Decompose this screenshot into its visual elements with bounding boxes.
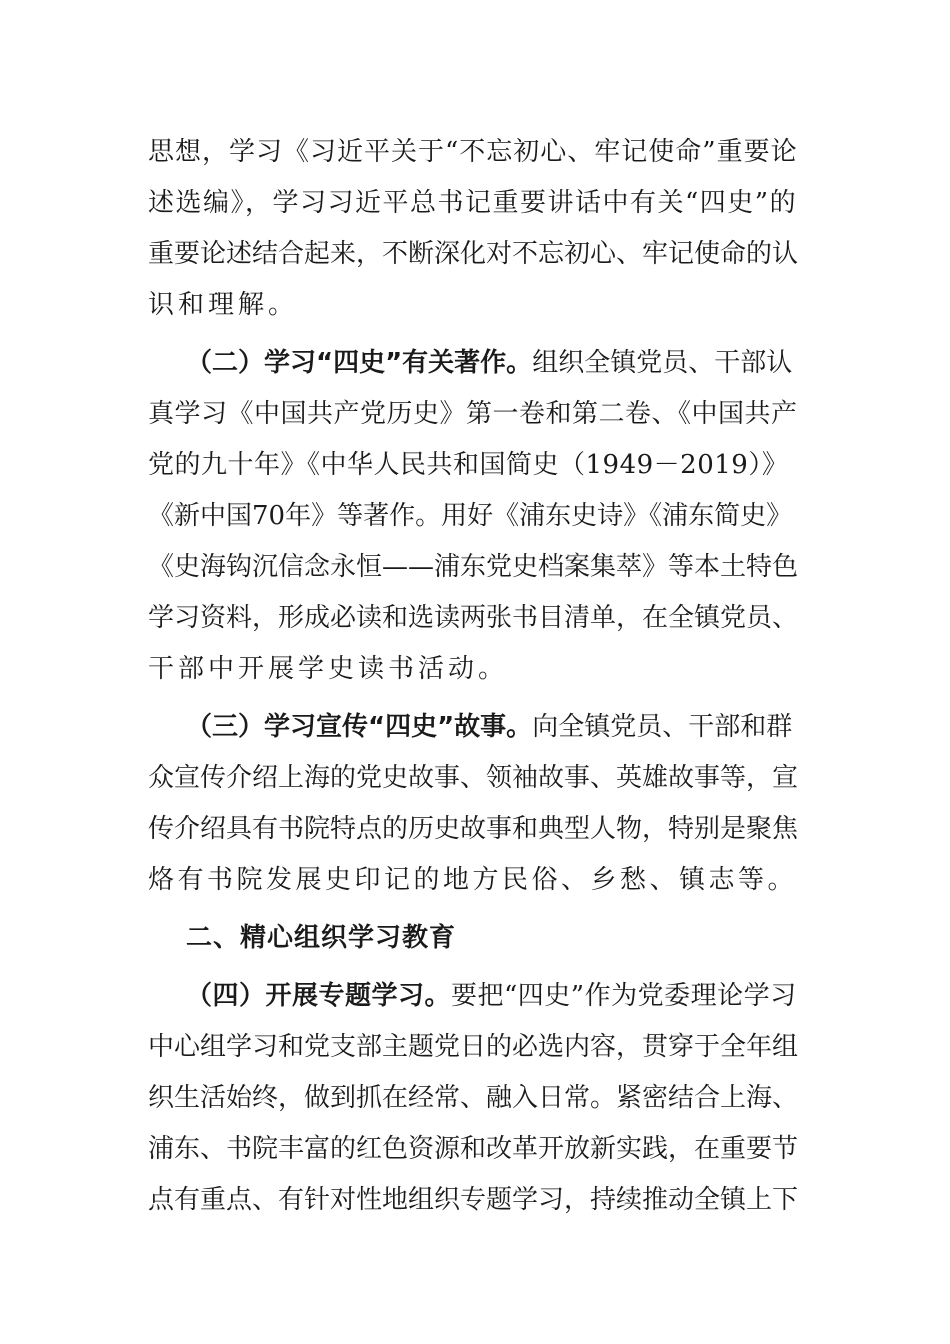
text-line: 传介绍具有书院特点的历史故事和典型人物，特别是聚焦 <box>148 814 799 844</box>
text-line: 众宣传介绍上海的党史故事、领袖故事、英雄故事等，宣 <box>148 763 799 793</box>
text-line: 学习资料，形成必读和选读两张书目清单，在全镇党员、 <box>148 603 799 633</box>
text-segment: 组织全镇党员、干部认 <box>532 348 793 378</box>
text-line: 烙有书院发展史印记的地方民俗、乡愁、镇志等。 <box>148 865 798 895</box>
text-line: 重要论述结合起来，不断深化对不忘初心、牢记使命的认 <box>148 239 799 269</box>
text-line: 真学习《中国共产党历史》第一卷和第二卷、《中国共产 <box>148 399 798 429</box>
text-line: 浦东、书院丰富的红色资源和改革开放新实践，在重要节 <box>148 1134 799 1164</box>
section-lead: （三）学习宣传“四史”故事。 <box>186 712 533 742</box>
text-line: 中心组学习和党支部主题党日的必选内容，贯穿于全年组 <box>148 1032 799 1062</box>
section-heading: 二、精心组织学习教育 <box>186 923 457 953</box>
text-line: 党的九十年》《中华人民共和国简史（1949－2019）》 <box>148 450 789 480</box>
text-line: 干部中开展学史读书活动。 <box>148 654 509 684</box>
paragraph-first-line <box>186 707 792 747</box>
paragraph-first-line <box>186 976 797 1016</box>
text-segment: 要把“四史”作为党委理论学习 <box>451 981 797 1011</box>
text-line: 思想，学习《习近平关于“不忘初心、牢记使命”重要论 <box>148 137 798 167</box>
text-line: 《新中国70年》等著作。用好《浦东史诗》《浦东简史》 <box>148 501 793 531</box>
text-line: 述选编》，学习习近平总书记重要讲话中有关“四史”的 <box>148 188 798 218</box>
paragraph-first-line <box>186 343 792 383</box>
text-line: 织生活始终，做到抓在经常、融入日常。紧密结合上海、 <box>148 1083 799 1113</box>
section-lead: （二）学习“四史”有关著作。 <box>186 348 533 378</box>
text-line: 识和理解。 <box>148 290 299 320</box>
text-line: 点有重点、有针对性地组织专题学习，持续推动全镇上下 <box>148 1185 799 1215</box>
section-lead: （四）开展专题学习。 <box>186 981 452 1011</box>
text-line: 《史海钩沉信念永恒——浦东党史档案集萃》等本土特色 <box>148 552 799 582</box>
text-segment: 向全镇党员、干部和群 <box>532 712 793 742</box>
